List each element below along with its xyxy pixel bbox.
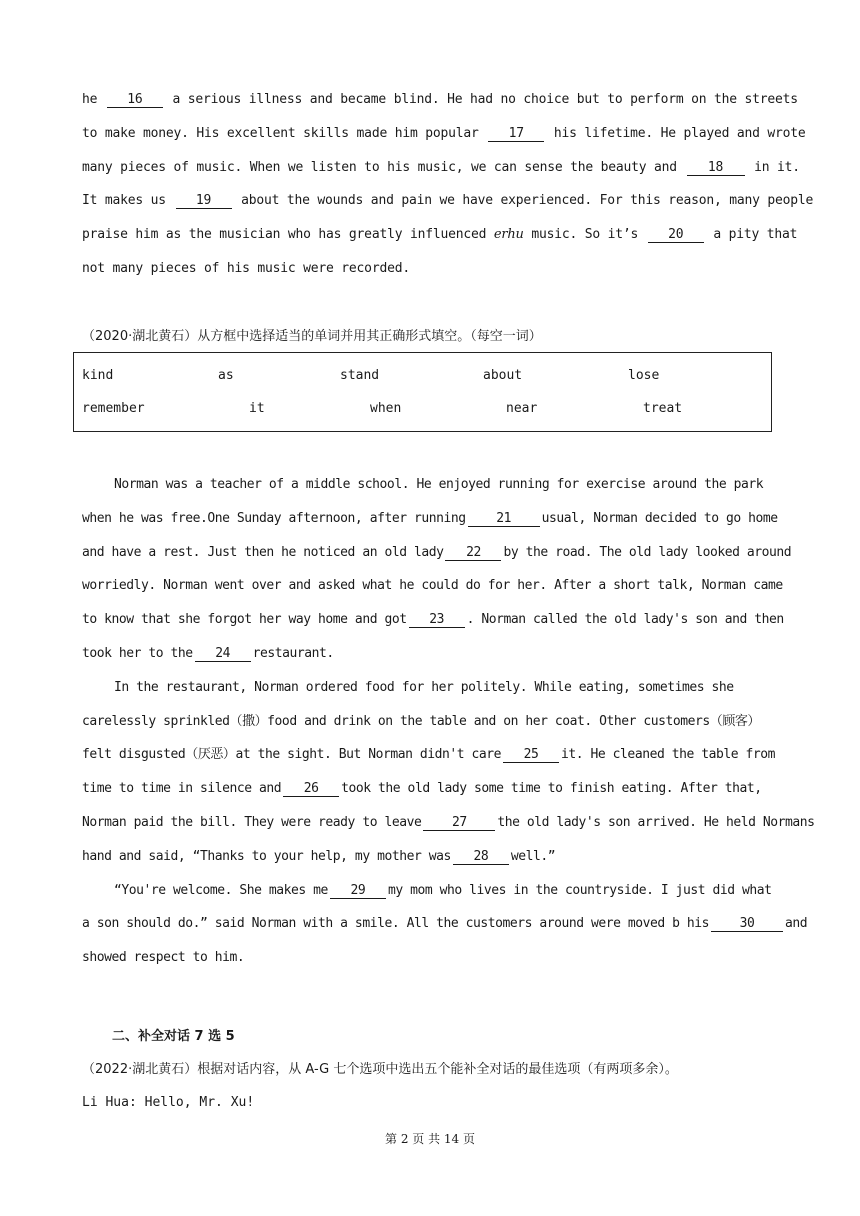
answer-blank: 26 (283, 781, 339, 797)
passage-line: worriedly. Norman went over and asked what he could do for her. After a short talk, Norman came (82, 578, 783, 594)
answer-blank: 17 (488, 126, 544, 142)
word-bank-item: as (218, 368, 234, 383)
passage-line: took her to the 24 restaurant. (82, 645, 334, 661)
passage-line: hand and said, “Thanks to your help, my mother was 28 well.” (82, 848, 556, 864)
passage-line: Norman was a teacher of a middle school. He enjoyed running for exercise around the park (114, 477, 764, 492)
passage-line: carelessly sprinkled（撒）food and drink on the table and on her coat. Other customers（顾客） (82, 713, 760, 729)
word-bank-item: kind (82, 368, 114, 383)
passage-line: to know that she forgot her way home and got 23 . Norman called the old lady's son and then (82, 612, 784, 628)
dialog-line: Li Hua: Hello, Mr. Xu! (82, 1095, 255, 1110)
question-source-2020: （2020·湖北黄石）从方框中选择适当的单词并用其正确形式填空。（每空一词） (82, 329, 542, 344)
passage-line: and have a rest. Just then he noticed an old lady 22 by the road. The old lady looked around (82, 544, 792, 560)
answer-blank: 24 (195, 646, 251, 662)
word-bank-item: remember (82, 401, 145, 416)
answer-blank: 30 (711, 916, 783, 932)
word-bank-item: about (483, 368, 523, 383)
passage-line: when he was free.One Sunday afternoon, after running 21 usual, Norman decided to go home (82, 510, 778, 526)
answer-blank: 29 (330, 883, 386, 899)
passage-line: not many pieces of his music were recorded. (82, 260, 410, 276)
answer-blank: 27 (423, 815, 495, 831)
word-bank-item: stand (340, 368, 380, 383)
word-bank-item: treat (643, 401, 683, 416)
passage-line: Norman paid the bill. They were ready to leave 27 the old lady's son arrived. He held Normans (82, 814, 815, 830)
answer-blank: 20 (648, 227, 704, 243)
passage-line: felt disgusted（厌恶）at the sight. But Norman didn't care 25 it. He cleaned the table from (82, 747, 775, 763)
passage-line: showed respect to him. (82, 950, 245, 966)
word-bank-item: when (370, 401, 402, 416)
word-bank-item: lose (628, 368, 660, 383)
page-footer: 第 2 页 共 14 页 (385, 1132, 475, 1146)
answer-blank: 19 (176, 193, 232, 209)
passage-line: time to time in silence and 26 took the old lady some time to finish eating. After that, (82, 781, 762, 797)
passage-line: he 16 a serious illness and became blind. He had no choice but to perform on the streets (82, 92, 798, 107)
passage-line: many pieces of music. When we listen to his music, we can sense the beauty and 18 in it. (82, 159, 800, 175)
passage-line: In the restaurant, Norman ordered food for her politely. While eating, sometimes she (114, 679, 734, 695)
passage-continued (82, 83, 814, 286)
answer-blank: 18 (687, 160, 745, 176)
word-bank-box (73, 352, 772, 432)
answer-blank: 16 (107, 92, 163, 108)
answer-blank: 22 (445, 545, 501, 561)
passage-line: a son should do.” said Norman with a smile. All the customers around were moved b his 30 and (82, 916, 808, 932)
section-heading: 二、补全对话 7 选 5 (112, 1029, 235, 1044)
answer-blank: 21 (468, 511, 540, 527)
answer-blank: 23 (409, 612, 465, 628)
passage-norman (82, 468, 815, 975)
word-bank-item: near (506, 401, 538, 416)
passage-line: to make money. His excellent skills made him popular 17 his lifetime. He played and wrote (82, 125, 806, 141)
question-instruction-2022: （2022·湖北黄石）根据对话内容，从 A-G 七个选项中选出五个能补全对话的最佳选项（有两项多余）。 (82, 1062, 678, 1077)
passage-line: “You're welcome. She makes me 29 my mom who lives in the countryside. I just did what (114, 882, 772, 898)
answer-blank: 25 (503, 747, 559, 763)
answer-blank: 28 (453, 849, 509, 865)
word-bank-item: it (249, 401, 265, 416)
passage-line: It makes us 19 about the wounds and pain we have experienced. For this reason, many people (82, 193, 814, 209)
passage-line: praise him as the musician who has greatly influenced erhu music. So it’s 20 a pity that (82, 227, 798, 243)
